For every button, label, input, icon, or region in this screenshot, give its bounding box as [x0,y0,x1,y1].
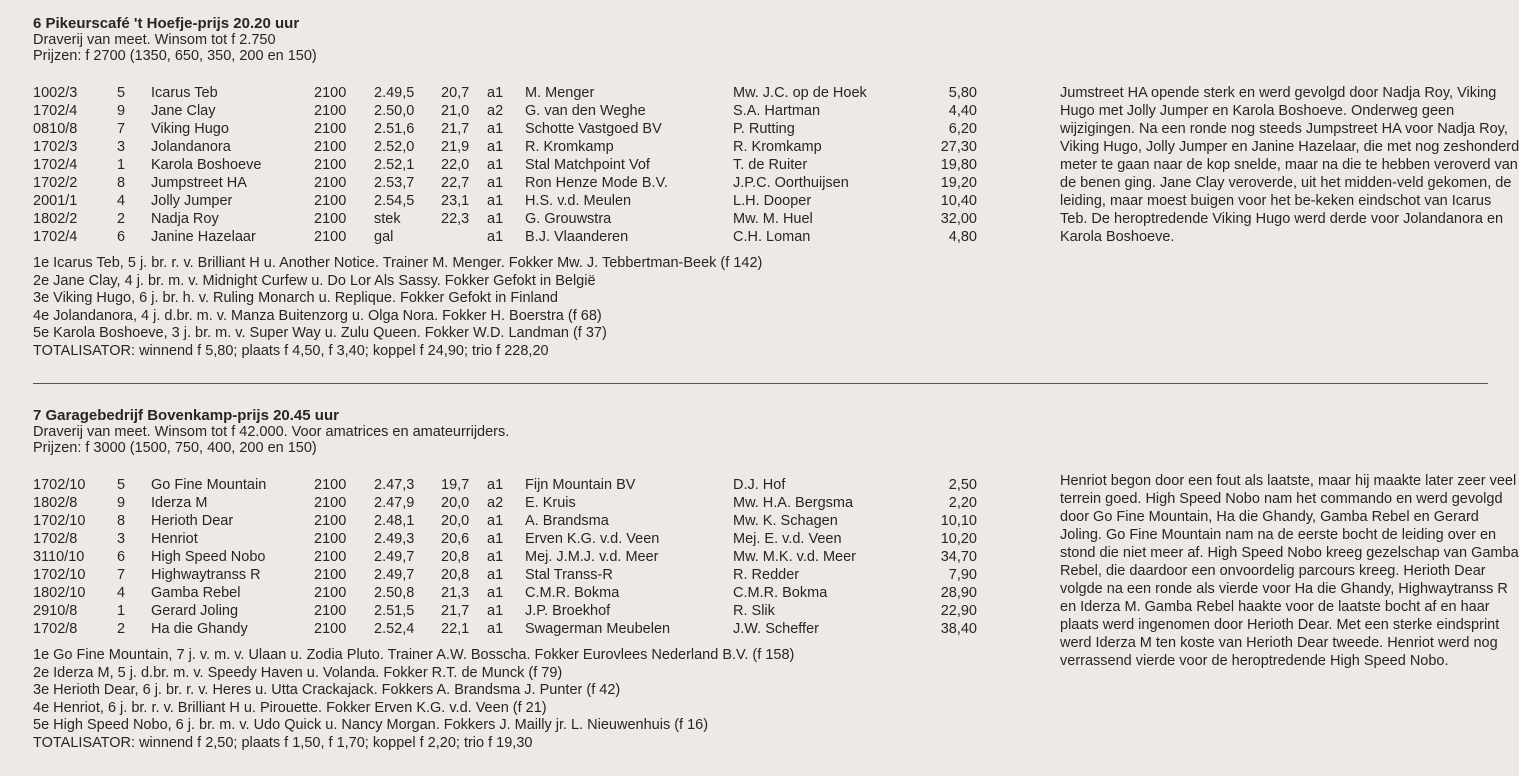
horse-cell: Gamba Rebel [151,585,241,601]
odds-cell: 7,90 [948,567,977,583]
driver-cell: P. Rutting [733,121,795,137]
start-cell: a1 [487,229,504,245]
time-cell: 2.53,7 [374,175,415,191]
time-cell: 2.52,0 [374,139,415,155]
odds-cell: 27,30 [940,139,977,155]
horse-cell: Nadja Roy [151,211,219,227]
driver-cell: J.P.C. Oorthuijsen [733,175,849,191]
driver-cell: T. de Ruiter [733,157,808,173]
owner-cell: A. Brandsma [525,513,609,529]
driver-cell: L.H. Dooper [733,193,812,209]
distance-cell: 2100 [314,175,347,191]
odds-cell: 2,50 [948,477,977,493]
table-row [33,584,977,602]
reduction-cell [441,228,487,246]
reduction-cell: 20,7 [441,85,470,101]
odds-cell: 10,40 [940,193,977,209]
driver-cell: J.W. Scheffer [733,621,819,637]
owner-cell: Fijn Mountain BV [525,477,636,493]
table-row [33,84,977,102]
code-cell: 1702/2 [33,175,78,191]
time-cell: stek [374,211,401,227]
odds-cell: 2,20 [948,495,977,511]
odds-cell: 4,80 [948,229,977,245]
table-row [33,512,977,530]
table-row [33,228,977,246]
placing-detail: 5e High Speed Nobo, 6 j. br. m. v. Udo Quick u. Nancy Morgan. Fokkers J. Mailly jr. L. Nieuwenhuis (f 16) [33,717,709,733]
owner-cell: H.S. v.d. Meulen [525,193,632,209]
start-cell: a1 [487,157,504,173]
table-row [33,192,977,210]
odds-cell: 5,80 [948,85,977,101]
reduction-cell: 22,0 [441,157,470,173]
reduction-cell: 22,7 [441,175,470,191]
race-details [33,255,1493,360]
start-cell: a1 [487,121,504,137]
code-cell: 1702/4 [33,103,78,119]
table-row [33,566,977,584]
reduction-cell: 22,3 [441,211,470,227]
placing-detail: 1e Go Fine Mountain, 7 j. v. m. v. Ulaan u. Zodia Pluto. Trainer A.W. Bosscha. Fokker Eurovlees Nederland B.V. (f 158) [33,647,795,663]
table-row [33,174,977,192]
reduction-cell: 20,0 [441,495,470,511]
code-cell: 1702/4 [33,229,78,245]
horse-cell: Herioth Dear [151,513,234,529]
time-cell: gal [374,229,394,245]
owner-cell: J.P. Broekhof [525,603,611,619]
code-cell: 1702/10 [33,477,86,493]
distance-cell: 2100 [314,531,347,547]
time-cell: 2.50,0 [374,103,415,119]
distance-cell: 2100 [314,603,347,619]
time-cell: 2.49,3 [374,531,415,547]
code-cell: 1802/8 [33,495,78,511]
reduction-cell: 21,3 [441,585,470,601]
time-cell: 2.47,9 [374,495,415,511]
owner-cell: Swagerman Meubelen [525,621,671,637]
driver-cell: Mej. E. v.d. Veen [733,531,842,547]
number-cell: 6 [117,229,126,245]
results-table [33,476,977,638]
number-cell: 1 [117,603,126,619]
horse-cell: Jolly Jumper [151,193,233,209]
number-cell: 2 [117,211,126,227]
table-row [33,530,977,548]
race-title: 6 Pikeurscafé 't Hoefje-prijs 20.20 uur [33,15,300,32]
horse-cell: High Speed Nobo [151,549,266,565]
owner-cell: Schotte Vastgoed BV [525,121,662,137]
owner-cell: Mej. J.M.J. v.d. Meer [525,549,659,565]
odds-cell: 10,10 [940,513,977,529]
odds-cell: 19,20 [940,175,977,191]
time-cell: 2.49,5 [374,85,415,101]
driver-cell: Mw. K. Schagen [733,513,838,529]
start-cell: a1 [487,549,504,565]
owner-cell: M. Menger [525,85,595,101]
race-title: 7 Garagebedrijf Bovenkamp-prijs 20.45 uur [33,407,339,424]
code-cell: 2001/1 [33,193,78,209]
number-cell: 1 [117,157,126,173]
race-report: Jumstreet HA opende sterk en werd gevolgd door Nadja Roy, Viking Hugo met Jolly Jumper en Karola Boshoeve. Onderweg geen wijzigingen. Na een ronde nog steeds Jumpstreet HA voor Nadja Roy, Viking Hugo, Jolly Jumper en Janine Hazelaar, die met nog zeshonderd meter te gaan naar de kop snelde, maar na die te hebben veroverd van de benen ging. Jane Clay veroverde, uit het midden-veld gekomen, de leiding, maar moest buigen voor het be-keken eindschot van Icarus Teb. De heroptredende Viking Hugo werd derde voor Jolandanora en Karola Boshoeve. [1060,85,1519,245]
number-cell: 5 [117,85,126,101]
time-cell: 2.54,5 [374,193,415,209]
reduction-cell: 23,1 [441,193,470,209]
start-cell: a1 [487,477,504,493]
driver-cell: Mw. H.A. Bergsma [733,495,854,511]
owner-cell: C.M.R. Bokma [525,585,620,601]
distance-cell: 2100 [314,85,347,101]
results-table [33,84,977,246]
number-cell: 8 [117,175,126,191]
reduction-cell: 22,1 [441,621,470,637]
reduction-cell: 20,8 [441,567,470,583]
placing-detail: 3e Viking Hugo, 6 j. br. h. v. Ruling Monarch u. Replique. Fokker Gefokt in Finland [33,290,558,306]
horse-cell: Ha die Ghandy [151,621,248,637]
race-prizes: Prijzen: f 3000 (1500, 750, 400, 200 en 150) [33,440,317,456]
section-divider [33,383,1488,384]
distance-cell: 2100 [314,477,347,493]
distance-cell: 2100 [314,121,347,137]
distance-cell: 2100 [314,157,347,173]
time-cell: 2.52,1 [374,157,415,173]
code-cell: 1002/3 [33,85,78,101]
code-cell: 3110/10 [33,549,85,565]
race-report: Henriot begon door een fout als laatste, maar hij maakte later zeer veel terrein goed. High Speed Nobo nam het commando en werd gevolgd door Go Fine Mountain, Ha die Ghandy, Gamba Rebel en Gerard Joling. Go Fine Mountain nam na de eerste bocht de leiding over en stond die niet meer af. High Speed Nobo kreeg gezelschap van Gamba Rebel, die daardoor een onvoordelig parcours kreeg. Herioth Dear volgde na een ronde als vierde voor Ha die Ghandy, Highwaytranss R en Iderza M. Gamba Rebel haakte voor de laatste bocht af en haar plaats werd ingenomen door Herioth Dear. Met een sterke eindsprint werd Iderza M ten koste van Herioth Dear tweede. Henriot werd nog verrassend vierde voor de heroptredende High Speed Nobo. [1060,473,1519,669]
code-cell: 1702/3 [33,139,78,155]
reduction-cell: 21,7 [441,121,470,137]
code-cell: 2910/8 [33,603,78,619]
number-cell: 7 [117,121,126,137]
code-cell: 1702/10 [33,567,86,583]
horse-cell: Go Fine Mountain [151,477,267,493]
horse-cell: Henriot [151,531,198,547]
driver-cell: S.A. Hartman [733,103,821,119]
placing-detail: 1e Icarus Teb, 5 j. br. r. v. Brilliant H u. Another Notice. Trainer M. Menger. Fokker Mw. J. Tebbertman-Beek (f 142) [33,255,763,271]
start-cell: a2 [487,495,504,511]
code-cell: 1702/4 [33,157,78,173]
code-cell: 1702/8 [33,621,78,637]
odds-cell: 22,90 [940,603,977,619]
number-cell: 9 [117,495,126,511]
code-cell: 0810/8 [33,121,78,137]
table-row [33,102,977,120]
time-cell: 2.49,7 [374,549,415,565]
number-cell: 4 [117,193,126,209]
start-cell: a1 [487,603,504,619]
reduction-cell: 20,8 [441,549,470,565]
owner-cell: R. Kromkamp [525,139,614,155]
owner-cell: Erven K.G. v.d. Veen [525,531,660,547]
table-row [33,602,977,620]
start-cell: a1 [487,567,504,583]
table-row [33,210,977,228]
totalisator-line: TOTALISATOR: winnend f 5,80; plaats f 4,50, f 3,40; koppel f 24,90; trio f 228,20 [33,342,549,359]
start-cell: a1 [487,621,504,637]
distance-cell: 2100 [314,621,347,637]
horse-cell: Highwaytranss R [151,567,261,583]
distance-cell: 2100 [314,549,347,565]
horse-cell: Janine Hazelaar [151,229,256,245]
table-row [33,156,977,174]
start-cell: a2 [487,103,504,119]
totalisator-line: TOTALISATOR: winnend f 2,50; plaats f 1,50, f 1,70; koppel f 2,20; trio f 19,30 [33,734,533,751]
owner-cell: Stal Transs-R [525,567,613,583]
horse-cell: Karola Boshoeve [151,157,262,173]
reduction-cell: 21,0 [441,103,470,119]
number-cell: 6 [117,549,126,565]
time-cell: 2.52,4 [374,621,415,637]
odds-cell: 38,40 [940,621,977,637]
placing-detail: 3e Herioth Dear, 6 j. br. r. v. Heres u. Utta Crackajack. Fokkers A. Brandsma J. Punter (f 42) [33,682,621,698]
distance-cell: 2100 [314,103,347,119]
odds-cell: 6,20 [948,121,977,137]
placing-detail: 4e Henriot, 6 j. br. r. v. Brilliant H u. Pirouette. Fokker Erven K.G. v.d. Veen (f 21) [33,699,547,716]
table-row [33,620,977,638]
time-cell: 2.49,7 [374,567,415,583]
placing-detail: 5e Karola Boshoeve, 3 j. br. m. v. Super Way u. Zulu Queen. Fokker W.D. Landman (f 37) [33,325,607,341]
time-cell: 2.51,5 [374,603,415,619]
table-row [33,476,977,494]
number-cell: 9 [117,103,126,119]
distance-cell: 2100 [314,495,347,511]
number-cell: 7 [117,567,126,583]
owner-cell: E. Kruis [525,495,576,511]
time-cell: 2.50,8 [374,585,415,601]
horse-cell: Gerard Joling [151,603,239,619]
code-cell: 1702/8 [33,531,78,547]
driver-cell: R. Kromkamp [733,139,822,155]
number-cell: 3 [117,531,126,547]
horse-cell: Viking Hugo [151,121,229,137]
table-row [33,548,977,566]
start-cell: a1 [487,175,504,191]
horse-cell: Iderza M [151,495,208,511]
reduction-cell: 21,9 [441,139,470,155]
owner-cell: G. Grouwstra [525,211,612,227]
placing-detail: 2e Jane Clay, 4 j. br. m. v. Midnight Curfew u. Do Lor Als Sassy. Fokker Gefokt in België [33,272,596,289]
odds-cell: 32,00 [940,211,977,227]
odds-cell: 28,90 [940,585,977,601]
driver-cell: Mw. M.K. v.d. Meer [733,549,857,565]
horse-cell: Icarus Teb [151,85,218,101]
table-row [33,494,977,512]
code-cell: 1702/10 [33,513,86,529]
number-cell: 5 [117,477,126,493]
table-row [33,138,977,156]
driver-cell: D.J. Hof [733,477,786,493]
number-cell: 2 [117,621,126,637]
owner-cell: Stal Matchpoint Vof [525,157,650,173]
time-cell: 2.48,1 [374,513,415,529]
distance-cell: 2100 [314,211,347,227]
horse-cell: Jolandanora [151,139,231,155]
odds-cell: 19,80 [940,157,977,173]
placing-detail: 4e Jolandanora, 4 j. d.br. m. v. Manza Buitenzorg u. Olga Nora. Fokker H. Boerstra (f 68) [33,307,602,324]
distance-cell: 2100 [314,139,347,155]
start-cell: a1 [487,139,504,155]
driver-cell: C.M.R. Bokma [733,585,828,601]
distance-cell: 2100 [314,567,347,583]
driver-cell: Mw. J.C. op de Hoek [733,85,867,101]
distance-cell: 2100 [314,193,347,209]
number-cell: 3 [117,139,126,155]
distance-cell: 2100 [314,229,347,245]
start-cell: a1 [487,585,504,601]
number-cell: 8 [117,513,126,529]
reduction-cell: 20,0 [441,513,470,529]
horse-cell: Jane Clay [151,103,216,119]
reduction-cell: 21,7 [441,603,470,619]
race-prizes: Prijzen: f 2700 (1350, 650, 350, 200 en 150) [33,48,317,64]
race-conditions: Draverij van meet. Winsom tot f 2.750 [33,32,276,48]
start-cell: a1 [487,85,504,101]
reduction-cell: 19,7 [441,477,470,493]
odds-cell: 4,40 [948,103,977,119]
start-cell: a1 [487,193,504,209]
owner-cell: Ron Henze Mode B.V. [525,175,668,191]
time-cell: 2.51,6 [374,121,415,137]
time-cell: 2.47,3 [374,477,415,493]
reduction-cell: 20,6 [441,531,470,547]
distance-cell: 2100 [314,513,347,529]
start-cell: a1 [487,513,504,529]
table-row [33,120,977,138]
placing-detail: 2e Iderza M, 5 j. d.br. m. v. Speedy Haven u. Volanda. Fokker R.T. de Munck (f 79) [33,664,563,681]
race-section-7 [33,407,1519,752]
odds-cell: 10,20 [940,531,977,547]
start-cell: a1 [487,531,504,547]
driver-cell: C.H. Loman [733,229,811,245]
owner-cell: G. van den Weghe [525,103,646,119]
horse-cell: Jumpstreet HA [151,175,247,191]
number-cell: 4 [117,585,126,601]
code-cell: 1802/2 [33,211,78,227]
driver-cell: R. Slik [733,603,775,619]
driver-cell: Mw. M. Huel [733,211,813,227]
owner-cell: B.J. Vlaanderen [525,229,629,245]
odds-cell: 34,70 [940,549,977,565]
race-section-6 [33,15,1519,360]
distance-cell: 2100 [314,585,347,601]
race-conditions: Draverij van meet. Winsom tot f 42.000. Voor amatrices en amateurrijders. [33,424,510,440]
start-cell: a1 [487,211,504,227]
driver-cell: R. Redder [733,567,800,583]
code-cell: 1802/10 [33,585,86,601]
